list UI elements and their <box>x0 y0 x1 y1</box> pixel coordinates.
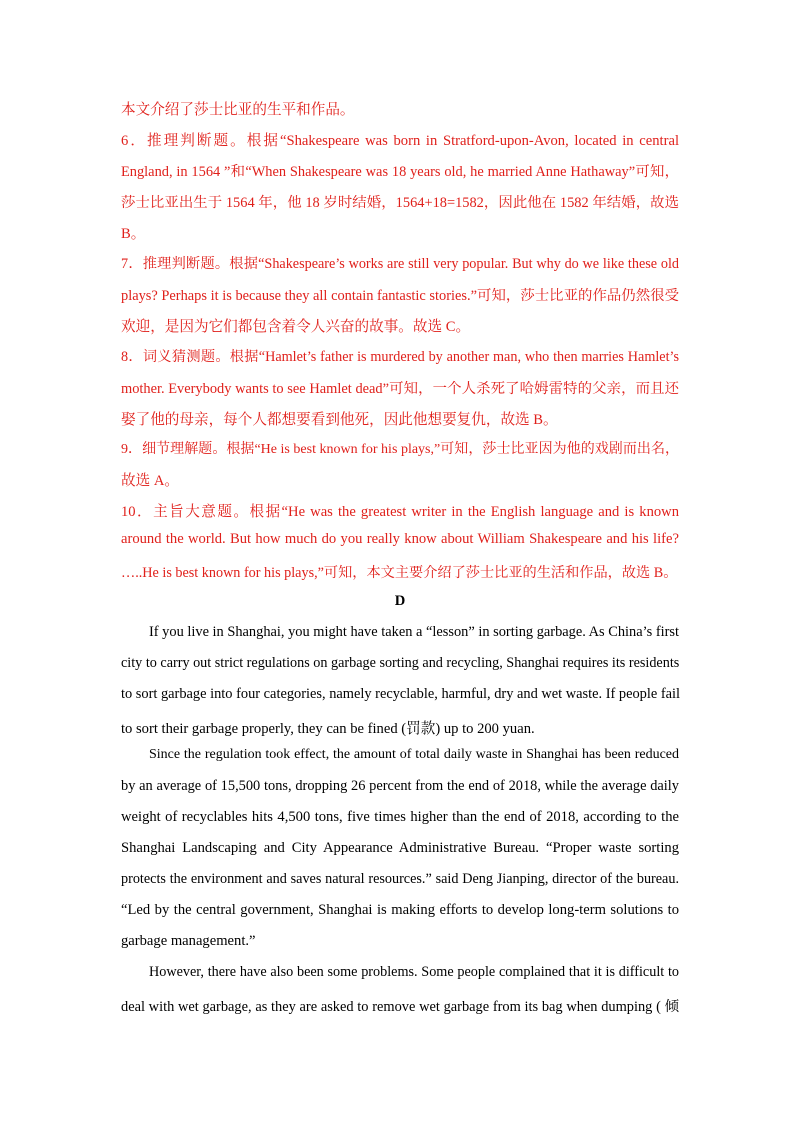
answer-q7-line1: 7．推理判断题。根据“Shakespeare’s works are still very popular. But why do we like these old <box>121 256 679 272</box>
passage-p1-line3: to sort garbage into four categories, namely recyclable, harmful, dry and wet waste. If people fail <box>121 686 681 702</box>
passage-p3-line2: deal with wet garbage, as they are asked to remove wet garbage from its bag when dumping ( 倾 <box>121 999 679 1015</box>
passage-p3-line1: However, there have also been some problems. Some people complained that it is difficult to <box>149 964 679 980</box>
passage-p2-line7: garbage management.” <box>121 933 256 949</box>
passage-p1-line2: city to carry out strict regulations on garbage sorting and recycling, Shanghai requires its residents <box>121 655 680 671</box>
passage-p2-line3: weight of recyclables hits 4,500 tons, five times higher than the end of 2018, according to the <box>121 809 679 825</box>
answer-q8-line1: 8．词义猜测题。根据“Hamlet’s father is murdered by another man, who then marries Hamlet’s <box>121 349 679 365</box>
answer-q9-line2: 故选 A。 <box>121 473 179 489</box>
answer-intro: 本文介绍了莎士比亚的生平和作品。 <box>121 102 355 118</box>
answer-q10-line3: …..He is best known for his plays,”可知，本文主要介绍了莎士比亚的生活和作品，故选 B。 <box>121 565 678 581</box>
passage-p2-line1: Since the regulation took effect, the amount of total daily waste in Shanghai has been reduced <box>149 747 679 762</box>
answer-q10-line1: 10．主旨大意题。根据“He was the greatest writer in the English language and is known <box>121 504 679 520</box>
answer-q7-line3: 欢迎，是因为它们都包含着令人兴奋的故事。故选 C。 <box>121 319 471 335</box>
answer-q6-line2: England, in 1564 ”和“When Shakespeare was 18 years old, he married Anne Hathaway”可知， <box>121 164 679 180</box>
passage-p2-line5: protects the environment and saves natural resources.” said Deng Jianping, director of the bureau. <box>121 871 679 887</box>
answer-q6-line3: 莎士比亚出生于 1564 年，他 18 岁时结婚，1564+18=1582，因此他在 1582 年结婚，故选 <box>121 195 679 211</box>
passage-p1-line4: to sort their garbage properly, they can be fined (罚款) up to 200 yuan. <box>121 721 535 737</box>
answer-q8-line2: mother. Everybody wants to see Hamlet dead”可知，一个人杀死了哈姆雷特的父亲，而且还 <box>121 381 679 397</box>
section-heading: D <box>394 593 406 609</box>
answer-q6-line4: B。 <box>121 226 146 242</box>
passage-p2-line6: “Led by the central government, Shanghai is making efforts to develop long-term solutions to <box>121 902 679 918</box>
passage-p2-line4: Shanghai Landscaping and City Appearance Administrative Bureau. “Proper waste sorting <box>121 840 679 856</box>
answer-q8-line3: 娶了他的母亲，每个人都想要看到他死，因此他想要复仇，故选 B。 <box>121 412 558 428</box>
passage-p1-line1: If you live in Shanghai, you might have taken a “lesson” in sorting garbage. As China’s first <box>149 624 679 640</box>
answer-q9-line1: 9．细节理解题。根据“He is best known for his plays,”可知，莎士比亚因为他的戏剧而出名， <box>121 442 679 457</box>
answer-q6-line1: 6．推理判断题。根据“Shakespeare was born in Stratford-upon-Avon, located in central <box>121 133 679 149</box>
answer-q10-line2: around the world. But how much do you really know about William Shakespeare and his life? <box>121 531 679 547</box>
passage-p2-line2: by an average of 15,500 tons, dropping 26 percent from the end of 2018, while the average daily <box>121 778 679 794</box>
answer-q7-line2: plays? Perhaps it is because they all contain fantastic stories.”可知，莎士比亚的作品仍然很受 <box>121 288 679 304</box>
